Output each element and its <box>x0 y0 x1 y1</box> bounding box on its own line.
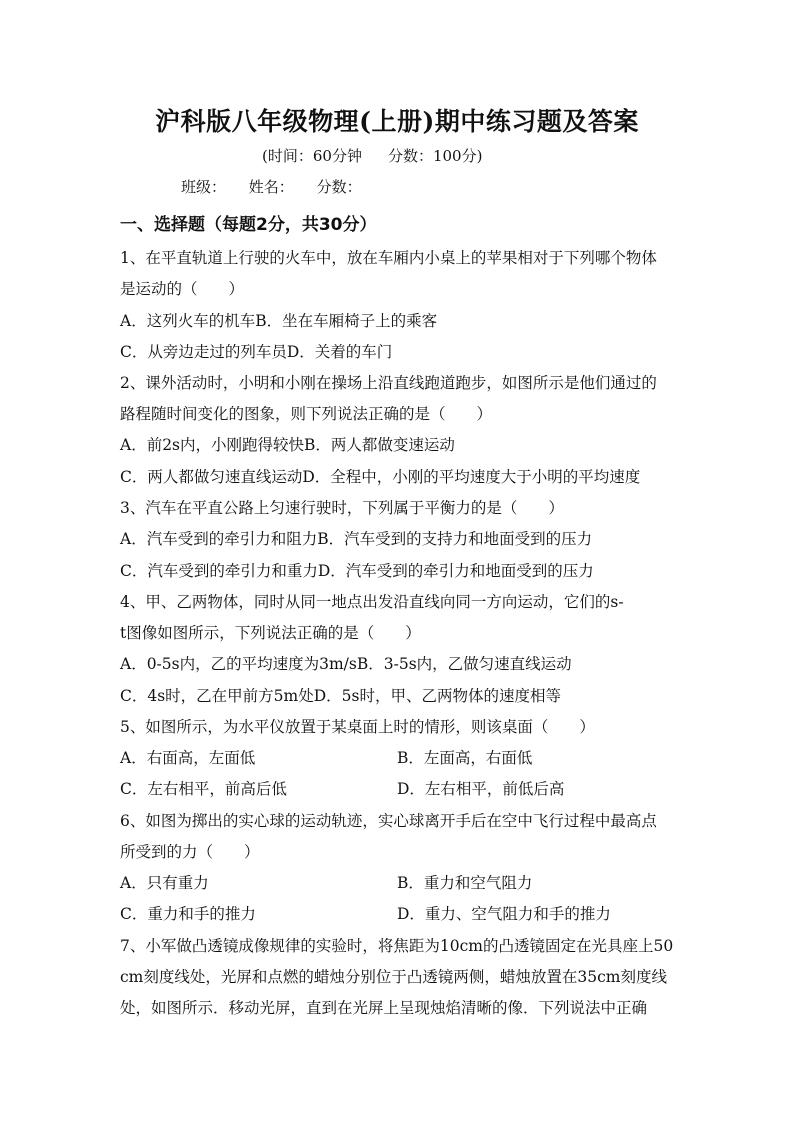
question-6-option-b: B．重力和空气阻力 <box>397 874 533 892</box>
question-6-option-c: C．重力和手的推力 <box>120 905 256 923</box>
question-1-options-ab: A．这列火车的机车B．坐在车厢椅子上的乘客 <box>120 312 438 330</box>
question-7-text-cont: cm刻度线处，光屏和点燃的蜡烛分别位于凸透镜两侧，蜡烛放置在35cm刻度线 <box>120 968 667 986</box>
question-7-text-cont-2: 处，如图所示．移动光屏，直到在光屏上呈现烛焰清晰的像．下列说法中正确 <box>120 999 648 1017</box>
question-1-options-cd: C．从旁边走过的列车员D．关着的车门 <box>120 343 393 361</box>
question-3-options-cd: C．汽车受到的牵引力和重力D．汽车受到的牵引力和地面受到的压力 <box>120 562 594 580</box>
question-5-text: 5、如图所示，为水平仪放置于某桌面上时的情形，则该桌面（ ） <box>120 718 595 736</box>
question-1-text: 1、在平直轨道上行驶的火车中，放在车厢内小桌上的苹果相对于下列哪个物体 <box>120 249 657 267</box>
class-label: 班级： <box>181 178 227 196</box>
exam-subtitle <box>262 145 482 166</box>
question-1-text-cont: 是运动的（ ） <box>120 280 245 298</box>
question-5-option-c: C．左右相平，前高后低 <box>120 780 287 798</box>
question-4-text: 4、甲、乙两物体，同时从同一地点出发沿直线向同一方向运动，它们的s- <box>120 593 624 611</box>
section-heading: 一、选择题（每题2分，共30分） <box>120 215 377 235</box>
total-score: 分数：100分) <box>387 147 483 165</box>
page-title: 沪科版八年级物理(上册)期中练习题及答案 <box>155 107 639 136</box>
question-2-text: 2、课外活动时，小明和小刚在操场上沿直线跑道跑步，如图所示是他们通过的 <box>120 374 657 392</box>
question-6-text-cont: 所受到的力（ ） <box>120 843 260 861</box>
question-5-option-b: B．左面高，右面低 <box>397 749 533 767</box>
question-3-options-ab: A．汽车受到的牵引力和阻力B．汽车受到的支持力和地面受到的压力 <box>120 530 593 548</box>
score-label: 分数： <box>316 178 362 196</box>
student-info <box>181 176 380 197</box>
question-5-option-d: D．左右相平，前低后高 <box>397 780 565 798</box>
question-6-option-a: A．只有重力 <box>120 874 209 892</box>
question-5-option-a: A．右面高，左面低 <box>120 749 256 767</box>
question-4-text-cont: t图像如图所示，下列说法正确的是（ ） <box>120 624 421 642</box>
question-6-text: 6、如图为掷出的实心球的运动轨迹，实心球离开手后在空中飞行过程中最高点 <box>120 812 657 830</box>
question-3-text: 3、汽车在平直公路上匀速行驶时，下列属于平衡力的是（ ） <box>120 499 564 517</box>
time-limit: (时间：60分钟 <box>262 147 362 165</box>
question-6-option-d: D．重力、空气阻力和手的推力 <box>397 905 611 923</box>
name-label: 姓名： <box>248 178 294 196</box>
question-2-text-cont: 路程随时间变化的图象，则下列说法正确的是（ ） <box>120 405 493 423</box>
question-7-text: 7、小军做凸透镜成像规律的实验时，将焦距为10cm的凸透镜固定在光具座上50 <box>120 937 674 955</box>
question-4-options-cd: C．4s时，乙在甲前方5m处D．5s时，甲、乙两物体的速度相等 <box>120 687 561 705</box>
question-2-options-ab: A．前2s内，小刚跑得较快B．两人都做变速运动 <box>120 436 455 454</box>
question-4-options-ab: A．0-5s内，乙的平均速度为3m/sB．3-5s内，乙做匀速直线运动 <box>120 655 572 673</box>
question-2-options-cd: C．两人都做匀速直线运动D．全程中，小刚的平均速度大于小明的平均速度 <box>120 468 641 486</box>
